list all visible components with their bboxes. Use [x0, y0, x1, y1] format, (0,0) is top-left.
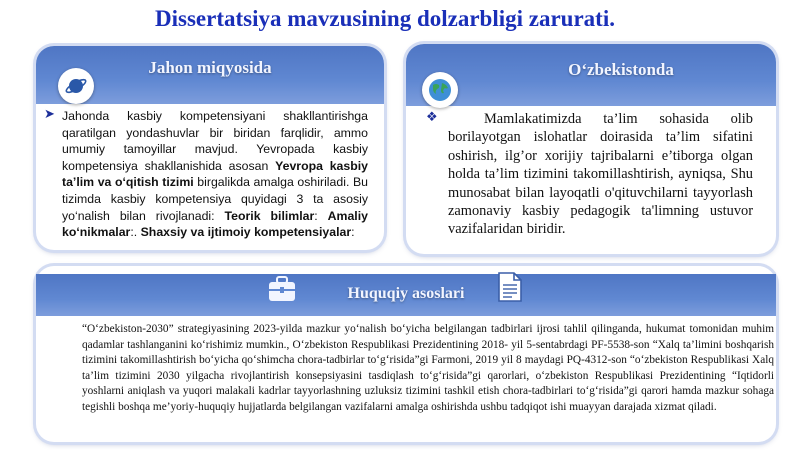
uzbekistan-text: Mamlakatimizda ta’lim sohasida olib borilayotgan islohatlar doirasida ta’lim sifatini oshirish, ilg’or xorijiy tajribalarni e’tiborga olgan holda ta’lim tizimini takomillashtirish, ayniqsa, Shu munosabat bilan layoqatli o'qituvchilarni tayyorlash zamonaviy kasbiy pedagogik ta'limning ustuvor vazifalaridan biridir. — [448, 111, 753, 238]
legal-basis-heading: Huquqiy asoslari — [347, 285, 465, 302]
world-scale-text: Jahonda kasbiy kompetensiyani shakllantirishga qaratilgan yondashuvlar bir biridan farqlidir, ammo umumiy tamoyillar mavjud. Yevropada kasbiy kompetensiya shakllanishida asosan Yevropa kasbiy ta’lim va o‘qitish tizimi birgalikda amalga oshiriladi. Bu tizimda kasbiy kompetensiya quyidagi 3 ta asosiy yo‘nalish bilan rivojlanadi: Teorik bilimlar: Amaliy ko‘nikmalar:. Shaxsiy va ijtimoiy kompetensiyalar: — [62, 109, 368, 240]
uzbekistan-header — [406, 44, 776, 106]
globe-icon — [422, 72, 458, 108]
planet-icon — [58, 68, 94, 104]
document-icon — [498, 272, 522, 302]
page-title: Dissertatsiya mavzusining dolzarbligi zarurati. — [155, 6, 615, 31]
legal-basis-header — [36, 274, 776, 316]
uzbekistan-heading: O‘zbekistonda — [568, 60, 674, 79]
world-scale-heading: Jahon miqyosida — [148, 58, 272, 77]
briefcase-icon — [268, 276, 296, 302]
legal-basis-text: “O‘zbekiston-2030” strategiyasining 2023-yilda mazkur yo‘nalish bo‘yicha belgilangan tadbirlari ijrosi tahlil qilinganda, hukumat tomonidan muhim qadamlar tashlanganini ko‘rishimiz mumkin., O‘zbekiston Respublikasi Prezidentining 2018- yil 5-sentabrdagi PF-5538-son “Xalq ta’limini boshqarish tizimini takomillashtirish bo‘yicha qo‘shimcha chora-tadbirlar to‘g‘risida”gi Farmoni, 2019 yil 8 maydagi PQ-4312-son “o‘zbekiston Respublikasi Xalq ta’lim tizimini 2030 yilgacha rivojlantirish konsepsiyasini tasdiqlash to‘g‘risida”gi qarorlari, o‘zbekiston Respublikasi Prezidentining “Iqtidorli yoshlarni aniqlash va yuqori malakali kadrlar tayyorlashning uzluksiz tizimini tashkil etish chora-tadbirlari to‘g‘risida”gi qarori hamda mazkur sohaga tegishli boshqa me’yoriy-huquqiy hujjatlarda belgilangan vazifalarni amalga oshirishda ushbu tadqiqot ishi muayyan darajada xizmat qiladi. — [82, 323, 774, 413]
right-bullet-diamond: ❖ — [426, 109, 438, 124]
left-bullet-arrow: ➤ — [44, 106, 55, 121]
